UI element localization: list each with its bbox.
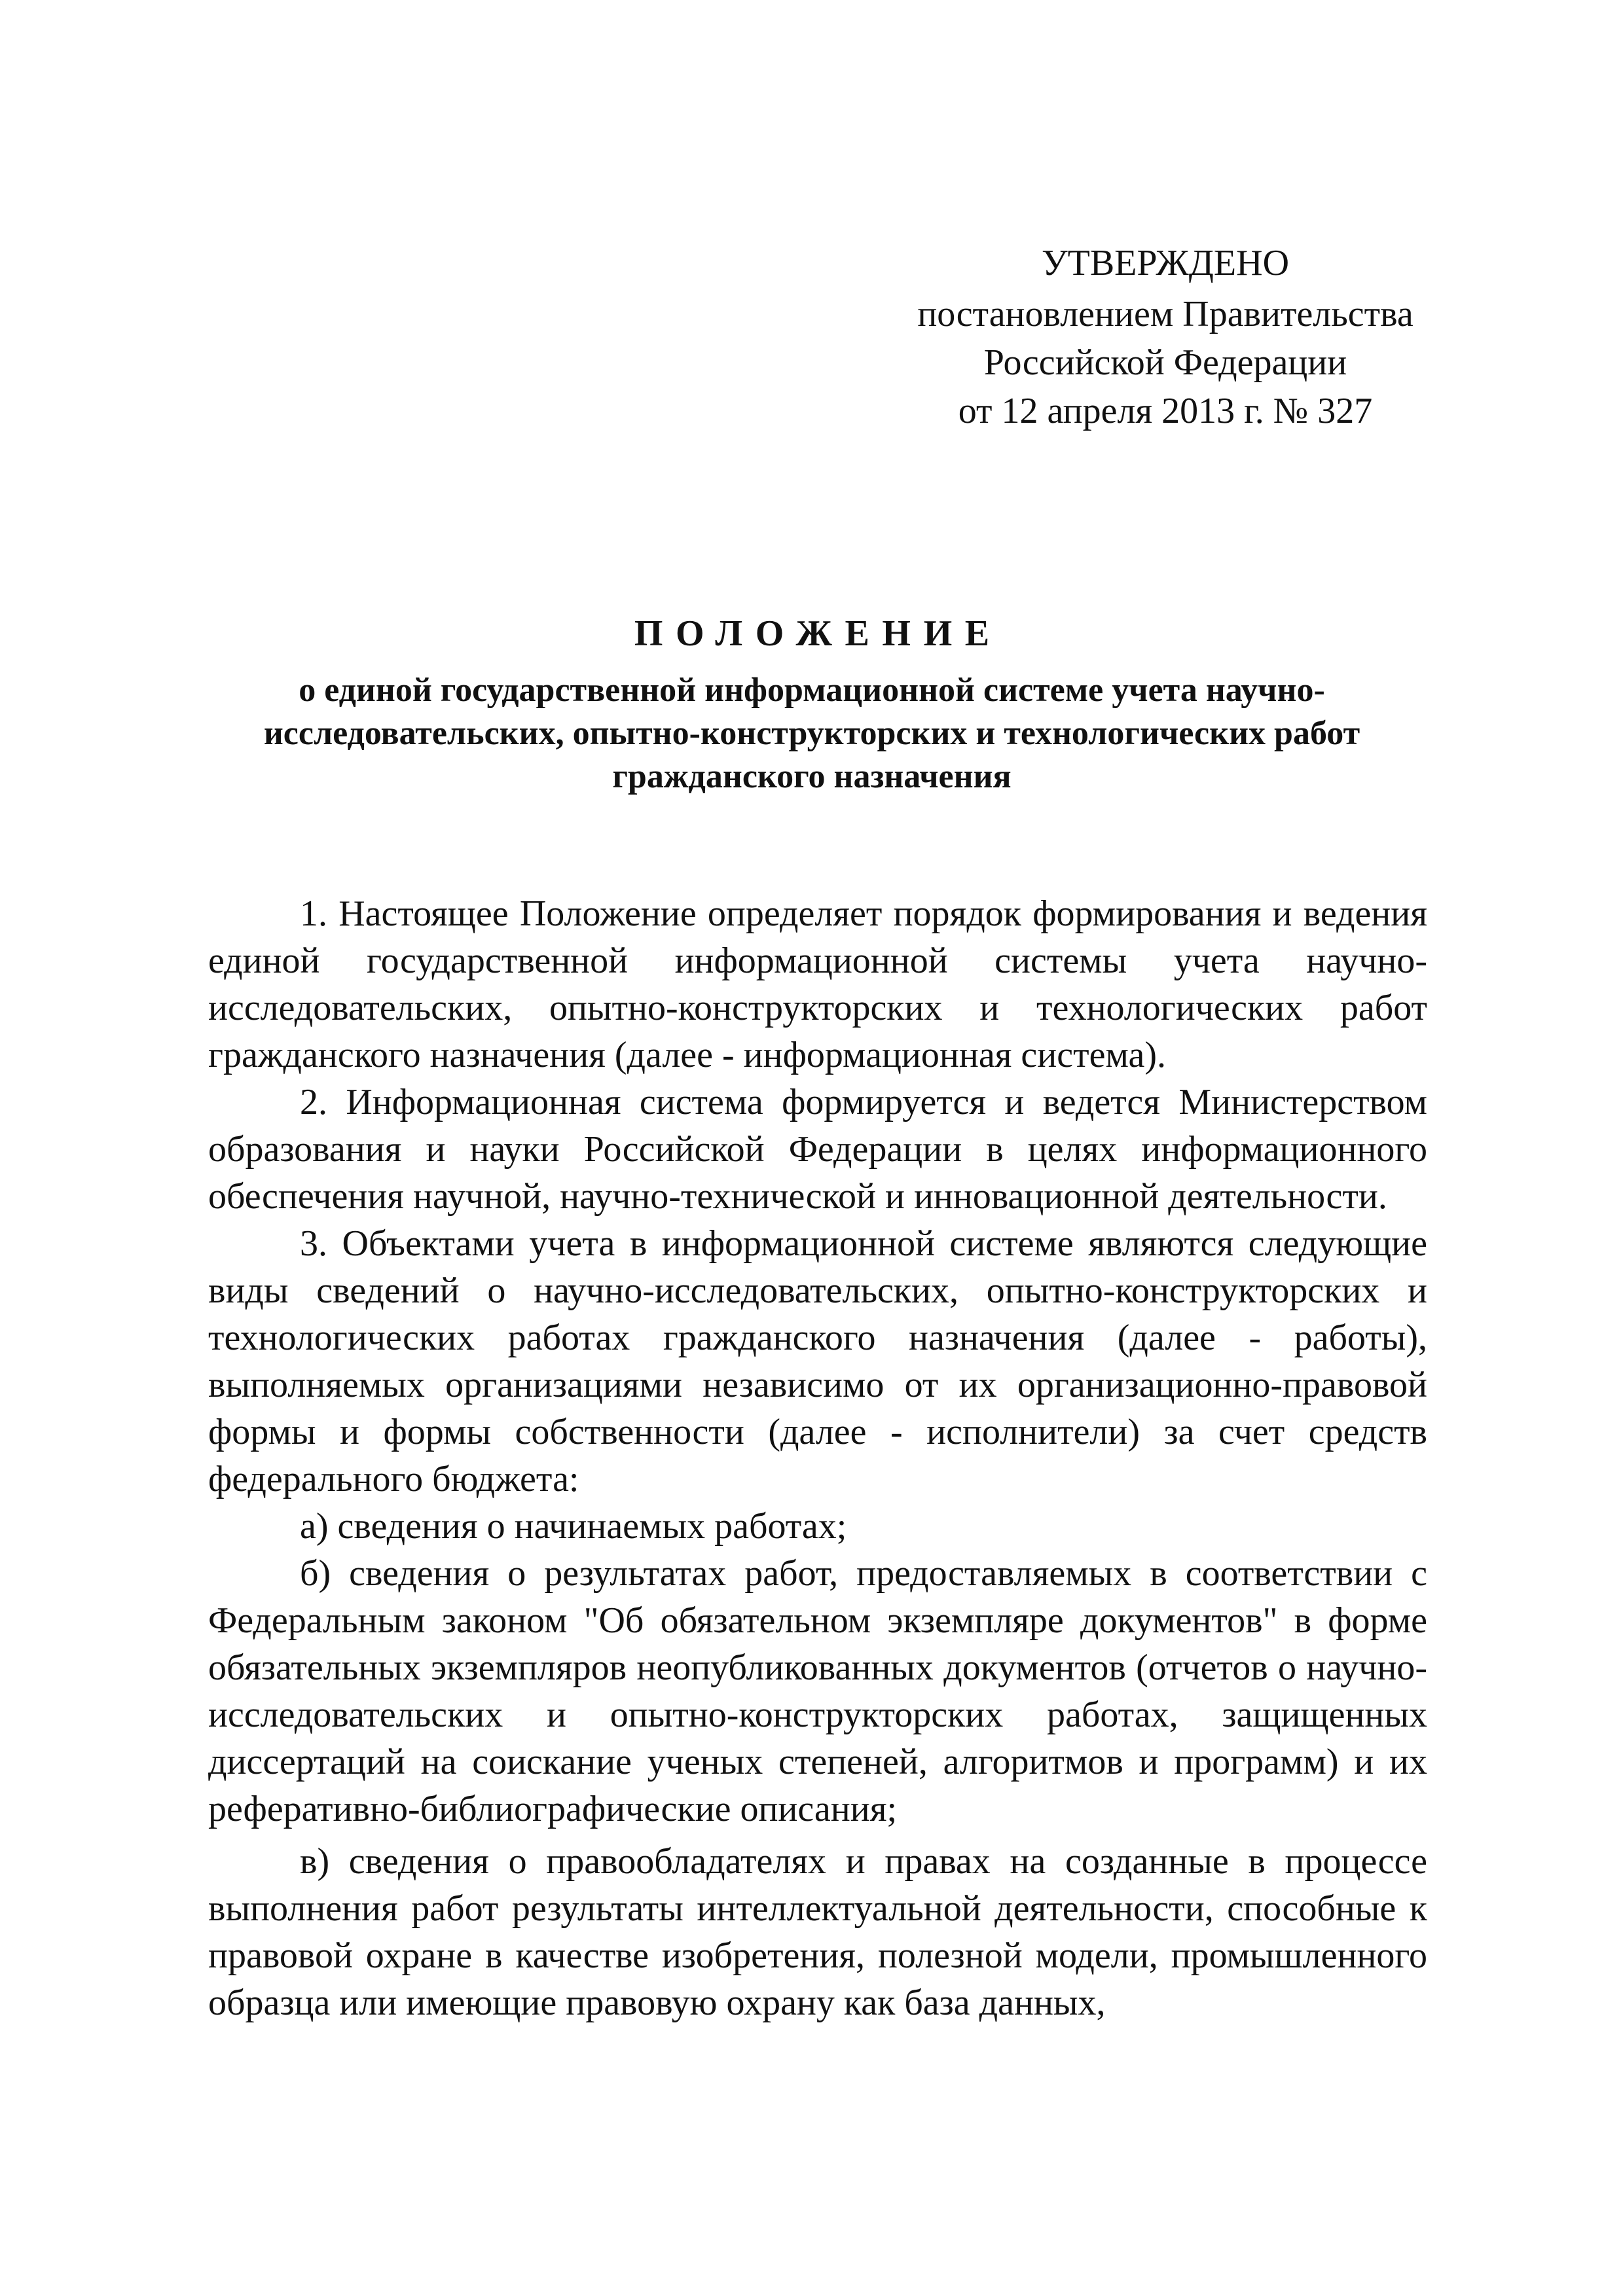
paragraph-3a: а) сведения о начинаемых работах; <box>300 1506 847 1547</box>
paragraph-3: 3. Объектами учета в информационной системе являются следующие виды сведений о научно-исследовательских, опытно-конструкторских и технологических работах гражданского назначения (далее - работы), выполняемых организациями независимо от их организационно-правовой формы и формы собственности (далее - исполнители) за счет средств федерального бюджета: <box>208 1223 1427 1499</box>
approval-line-decree: постановлением Правительства <box>917 294 1413 334</box>
approval-line-date-number: от 12 апреля 2013 г. № 327 <box>958 391 1373 431</box>
document-title-block <box>196 607 1427 798</box>
approval-line-federation: Российской Федерации <box>983 342 1347 383</box>
document-body <box>208 890 1427 2026</box>
document-title: ПОЛОЖЕНИЕ <box>634 613 1002 654</box>
paragraph-3b: б) сведения о результатах работ, предоставляемых в соответствии с Федеральным законом "Об обязательном экземпляре документов" в форме обязательных экземпляров неопубликованных документов (отчетов о научно-исследовательских и опытно-конструкторских работах, защищенных диссертаций на соискание ученых степеней, алгоритмов и программ) и их реферативно-библиографические описания; <box>208 1553 1427 1829</box>
paragraph-2: 2. Информационная система формируется и ведется Министерством образования и науки Российской Федерации в целях информационного обеспечения научной, научно-технической и инновационной деятельности. <box>208 1082 1427 1217</box>
paragraph-3v: в) сведения о правообладателях и правах на созданные в процессе выполнения работ результаты интеллектуальной деятельности, способные к правовой охране в качестве изобретения, полезной модели, промышленного образца или имеющие правовую охрану как база данных, <box>208 1841 1427 2023</box>
approval-heading: УТВЕРЖДЕНО <box>1041 243 1290 283</box>
document-subtitle: о единой государственной информационной системе учета научно-исследовательских, опытно-конструкторских и технологических работ гражданского назначения <box>263 672 1360 795</box>
paragraph-1: 1. Настоящее Положение определяет порядок формирования и ведения единой государственной информационной системы учета научно-исследовательских, опытно-конструкторских и технологических работ гражданского назначения (далее - информационная система). <box>208 893 1427 1075</box>
approval-stamp-block <box>871 239 1460 435</box>
